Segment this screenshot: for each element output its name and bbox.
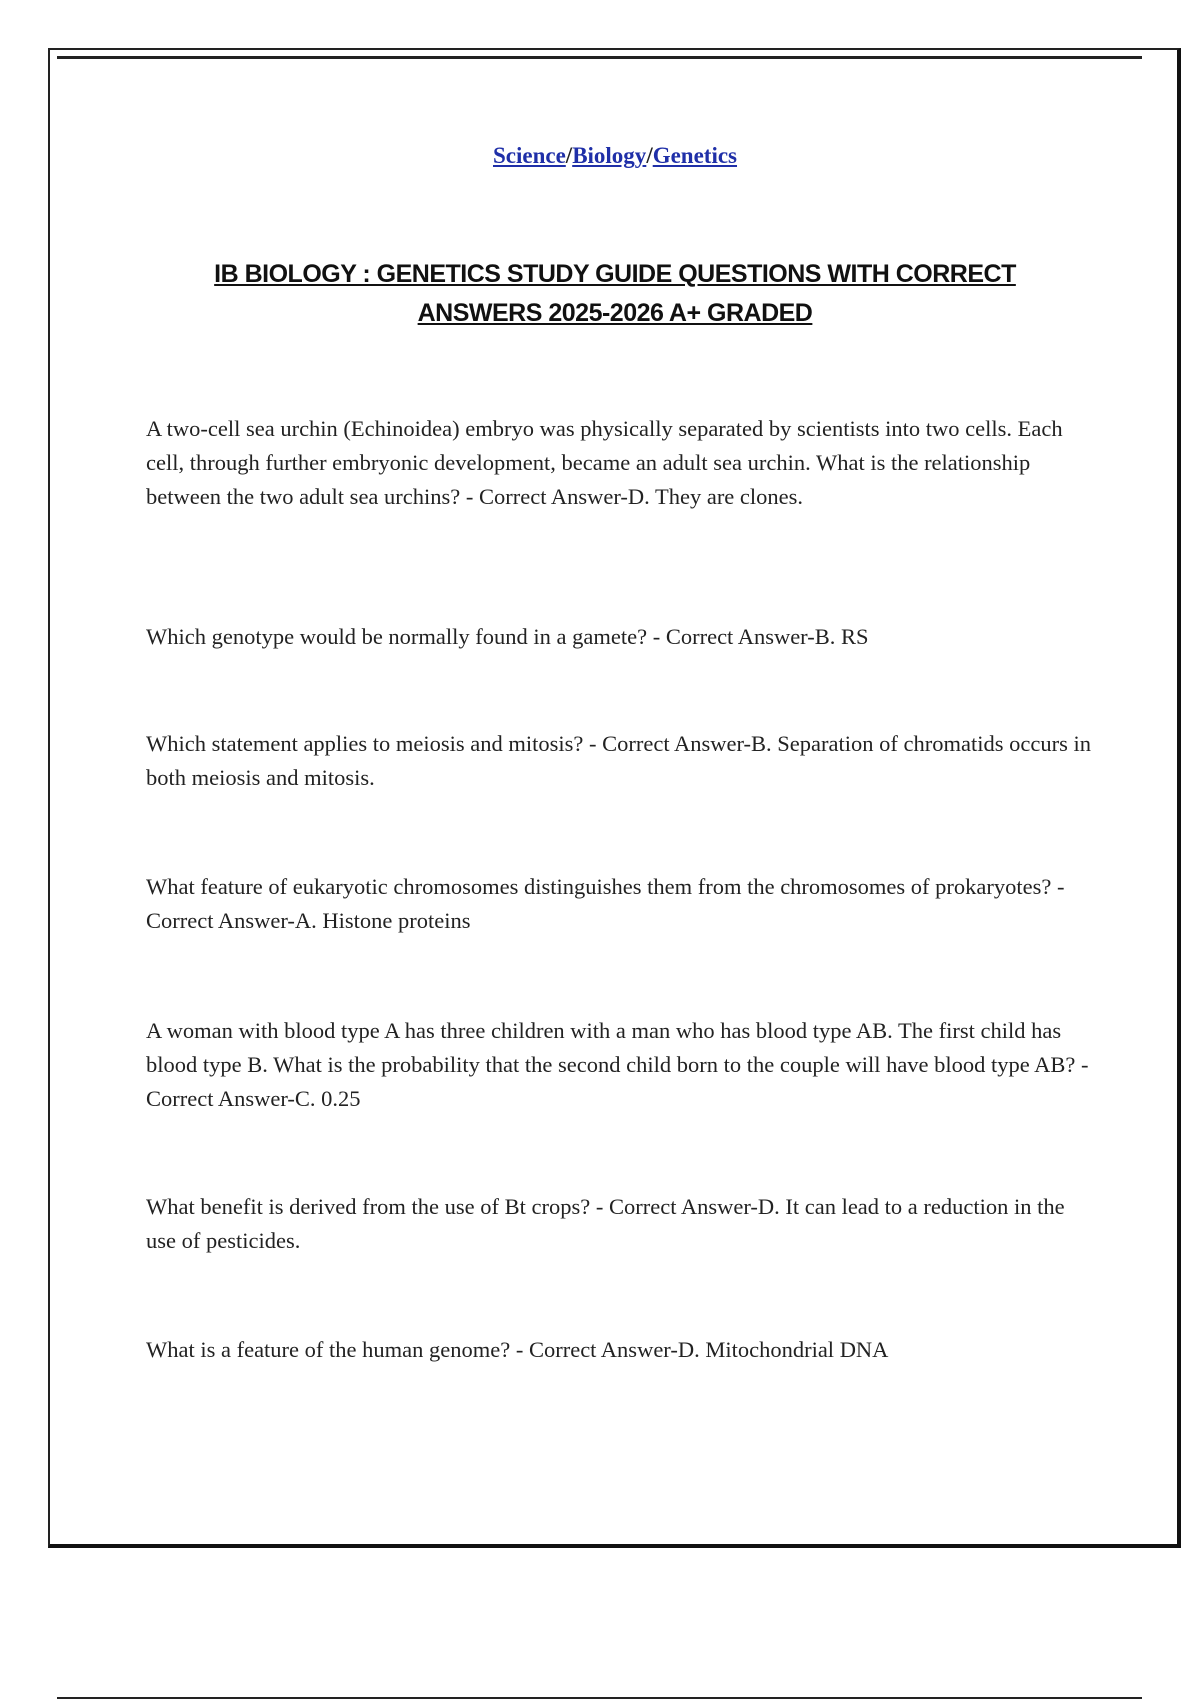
question-answer-3: Which statement applies to meiosis and mitosis? - Correct Answer-B. Separation of chromatids occurs in both meiosis and mitosis. <box>146 731 1091 790</box>
question-answer-7: What is a feature of the human genome? - Correct Answer-D. Mitochondrial DNA <box>146 1337 889 1362</box>
top-rule <box>57 56 1142 59</box>
breadcrumb-link-genetics[interactable]: Genetics <box>652 143 738 168</box>
question-answer-4: What feature of eukaryotic chromosomes distinguishes them from the chromosomes of prokaryotes? - Correct Answer-A. Histone proteins <box>146 874 1065 933</box>
breadcrumb-separator: / <box>646 143 653 168</box>
breadcrumb <box>0 143 1200 169</box>
breadcrumb-link-science[interactable]: Science <box>492 143 566 168</box>
question-answer-1: A two-cell sea urchin (Echinoidea) embryo was physically separated by scientists into two cells. Each cell, through further embryonic development, became an adult sea urchin. What is the relationship between the two adult sea urchins? - Correct Answer-D. They are clones. <box>146 416 1063 509</box>
breadcrumb-separator: / <box>565 143 573 168</box>
question-answer-6: What benefit is derived from the use of Bt crops? - Correct Answer-D. It can lead to a reduction in the use of pesticides. <box>146 1194 1065 1253</box>
breadcrumb-link-biology[interactable]: Biology <box>572 143 647 168</box>
question-answer-2: Which genotype would be normally found in a gamete? - Correct Answer-B. RS <box>146 624 869 649</box>
question-answer-5: A woman with blood type A has three children with a man who has blood type AB. The first child has blood type B. What is the probability that the second child born to the couple will have blood type AB? - Correct Answer-C. 0.25 <box>146 1018 1089 1111</box>
document-title: IB BIOLOGY : GENETICS STUDY GUIDE QUESTIONS WITH CORRECT ANSWERS 2025-2026 A+ GRADED <box>214 260 1016 327</box>
bottom-rule <box>57 1697 1142 1699</box>
